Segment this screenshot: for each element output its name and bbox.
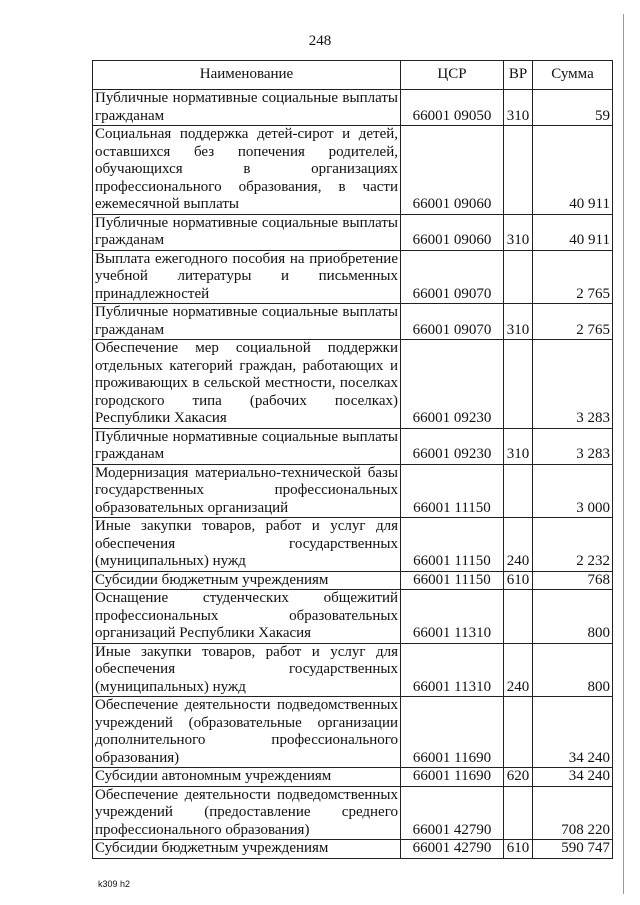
table-row (93, 428, 613, 464)
table-row (93, 840, 613, 859)
row-vr: 240 (504, 643, 533, 697)
row-vr (504, 340, 533, 429)
row-name: Оснащение студенческих общежитий профессиональных образовательных организаций Республики Хакасия (93, 590, 401, 644)
row-name: Обеспечение деятельности подведомственных учреждений (образовательные организации дополнительного профессионального образования) (93, 697, 401, 768)
row-code: 66001 42790 (401, 840, 504, 859)
table-row (93, 518, 613, 572)
row-code: 66001 11150 (401, 571, 504, 590)
row-name: Модернизация материально-технической базы государственных профессиональных образовательных организаций (93, 464, 401, 518)
row-name: Субсидии бюджетным учреждениям (93, 840, 401, 859)
row-code: 66001 09060 (401, 126, 504, 215)
row-name: Обеспечение мер социальной поддержки отдельных категорий граждан, работающих и проживающих в сельской местности, поселках городского типа (рабочих поселках) Республики Хакасия (93, 340, 401, 429)
row-code: 66001 09060 (401, 214, 504, 250)
row-vr (504, 250, 533, 304)
header-name: Наименование (93, 61, 401, 90)
row-sum: 2 765 (533, 304, 613, 340)
row-name: Публичные нормативные социальные выплаты гражданам (93, 428, 401, 464)
header-sum: Сумма (533, 61, 613, 90)
header-code: ЦСР (401, 61, 504, 90)
row-code: 66001 11690 (401, 697, 504, 768)
table-row (93, 214, 613, 250)
row-code: 66001 42790 (401, 786, 504, 840)
table-row (93, 340, 613, 429)
row-vr: 310 (504, 214, 533, 250)
row-vr (504, 126, 533, 215)
scan-margin-line (623, 14, 624, 894)
page-number: 248 (308, 33, 332, 49)
row-name: Субсидии бюджетным учреждениям (93, 571, 401, 590)
row-vr: 310 (504, 304, 533, 340)
footer-code: k309 h2 (98, 879, 131, 889)
row-vr: 610 (504, 840, 533, 859)
table-body (93, 90, 613, 859)
row-sum: 800 (533, 590, 613, 644)
table-row (93, 697, 613, 768)
table-header (93, 61, 613, 90)
row-sum: 2 765 (533, 250, 613, 304)
row-name: Обеспечение деятельности подведомственных учреждений (предоставление среднего профессионального образования) (93, 786, 401, 840)
row-name: Публичные нормативные социальные выплаты гражданам (93, 214, 401, 250)
row-sum: 40 911 (533, 126, 613, 215)
table-row (93, 643, 613, 697)
row-vr (504, 590, 533, 644)
row-code: 66001 09050 (401, 90, 504, 126)
row-sum: 708 220 (533, 786, 613, 840)
header-row (93, 61, 613, 90)
row-vr: 240 (504, 518, 533, 572)
row-name: Выплата ежегодного пособия на приобретение учебной литературы и письменных принадлежностей (93, 250, 401, 304)
row-code: 66001 11310 (401, 643, 504, 697)
row-sum: 800 (533, 643, 613, 697)
row-name: Субсидии автономным учреждениям (93, 768, 401, 787)
row-sum: 768 (533, 571, 613, 590)
row-code: 66001 11150 (401, 464, 504, 518)
table-row (93, 786, 613, 840)
budget-table (92, 60, 613, 859)
row-code: 66001 09230 (401, 340, 504, 429)
row-sum: 40 911 (533, 214, 613, 250)
header-vr: ВР (504, 61, 533, 90)
row-sum: 3 283 (533, 340, 613, 429)
row-sum: 34 240 (533, 768, 613, 787)
row-code: 66001 11690 (401, 768, 504, 787)
row-sum: 34 240 (533, 697, 613, 768)
row-vr: 310 (504, 428, 533, 464)
row-sum: 3 283 (533, 428, 613, 464)
row-code: 66001 11150 (401, 518, 504, 572)
table-row (93, 464, 613, 518)
row-vr: 620 (504, 768, 533, 787)
row-vr (504, 464, 533, 518)
row-vr: 310 (504, 90, 533, 126)
row-sum: 590 747 (533, 840, 613, 859)
row-sum: 59 (533, 90, 613, 126)
table-row (93, 304, 613, 340)
table-row (93, 571, 613, 590)
row-vr: 610 (504, 571, 533, 590)
row-sum: 2 232 (533, 518, 613, 572)
row-code: 66001 11310 (401, 590, 504, 644)
table-row (93, 250, 613, 304)
row-vr (504, 786, 533, 840)
row-name: Публичные нормативные социальные выплаты гражданам (93, 90, 401, 126)
row-name: Иные закупки товаров, работ и услуг для обеспечения государственных (муниципальных) нужд (93, 518, 401, 572)
table-row (93, 90, 613, 126)
row-sum: 3 000 (533, 464, 613, 518)
row-vr (504, 697, 533, 768)
row-code: 66001 09070 (401, 250, 504, 304)
row-code: 66001 09230 (401, 428, 504, 464)
table-row (93, 768, 613, 787)
table-row (93, 126, 613, 215)
row-code: 66001 09070 (401, 304, 504, 340)
row-name: Публичные нормативные социальные выплаты гражданам (93, 304, 401, 340)
row-name: Иные закупки товаров, работ и услуг для обеспечения государственных (муниципальных) нужд (93, 643, 401, 697)
row-name: Социальная поддержка детей-сирот и детей, оставшихся без попечения родителей, обучающихся в организациях профессионального образования, в части ежемесячной выплаты (93, 126, 401, 215)
table-row (93, 590, 613, 644)
